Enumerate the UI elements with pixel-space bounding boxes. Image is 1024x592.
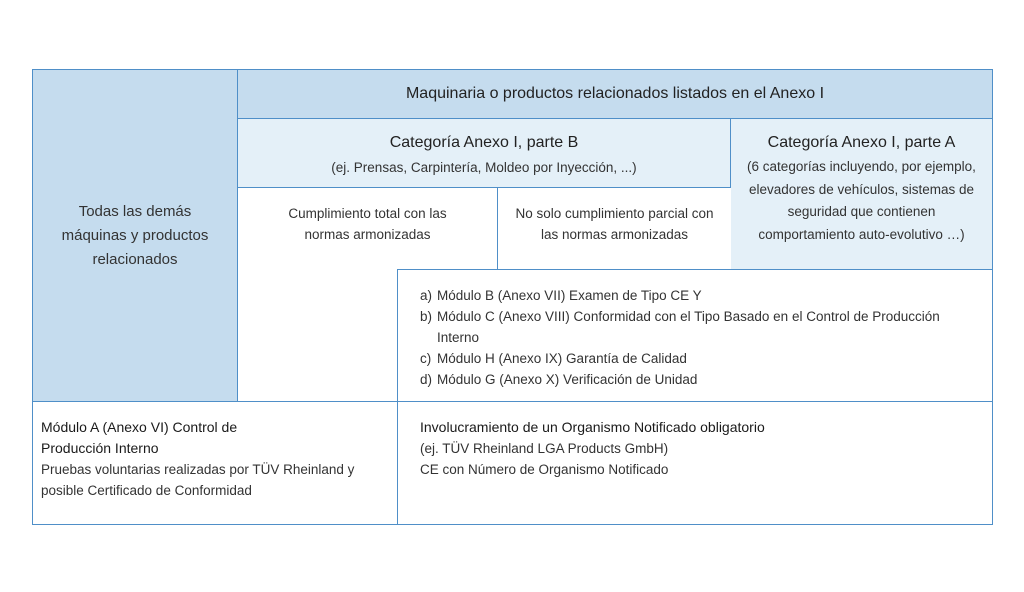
partial-compliance-cell [497, 188, 731, 270]
list-item [420, 285, 992, 306]
module-a-cell [41, 417, 393, 501]
list-item-text: Módulo H (Anexo IX) Garantía de Calidad [437, 351, 687, 366]
notified-body-cell [420, 417, 980, 480]
list-item-text: Módulo G (Anexo X) Verificación de Unidad [437, 372, 698, 387]
module-a-title: Módulo A (Anexo VI) Control de Producción Interno [41, 419, 238, 456]
notified-body-line1: (ej. TÜV Rheinland LGA Products GmbH) [420, 441, 669, 456]
category-b-title: Categoría Anexo I, parte B [389, 134, 579, 151]
full-compliance-text: Cumplimiento total con las normas armonizadas [288, 206, 447, 242]
list-item [420, 306, 992, 348]
category-b-subtitle: (ej. Prensas, Carpintería, Moldeo por Inyección, ...) [331, 160, 637, 175]
list-item-letter: a) [420, 288, 433, 303]
other-machines-text: Todas las demás máquinas y productos relacionados [61, 203, 209, 268]
list-item-letter: c) [420, 351, 432, 366]
category-a-title: Categoría Anexo I, parte A [767, 134, 956, 151]
list-item-letter: b) [420, 309, 433, 324]
category-b-cell [238, 119, 731, 188]
other-machines-cell [33, 70, 238, 402]
list-item-letter: d) [420, 372, 433, 387]
list-item [420, 369, 992, 390]
category-a-subtitle: (6 categorías incluyendo, por ejemplo, elevadores de vehículos, sistemas de seguridad que contienen comportamiento auto-evolutivo …) [747, 159, 976, 242]
divider [397, 402, 398, 524]
list-item-text: Módulo C (Anexo VIII) Conformidad con el Tipo Basado en el Control de Producción Interno [437, 309, 940, 345]
notified-body-title: Involucramiento de un Organismo Notificado obligatorio [420, 419, 765, 435]
partial-compliance-text: No solo cumplimiento parcial con las normas armonizadas [515, 206, 714, 242]
divider [33, 401, 992, 402]
notified-body-line2: CE con Número de Organismo Notificado [420, 462, 669, 477]
list-item-text: Módulo B (Anexo VII) Examen de Tipo CE Y [437, 288, 702, 303]
annex-i-header [238, 70, 992, 119]
full-compliance-cell [238, 188, 497, 270]
category-a-cell [731, 119, 992, 270]
conformity-modules-cell [397, 269, 992, 402]
annex-i-title: Maquinaria o productos relacionados listados en el Anexo I [405, 85, 825, 102]
module-a-text: Pruebas voluntarias realizadas por TÜV Rheinland y posible Certificado de Conformidad [41, 462, 355, 498]
list-item [420, 348, 992, 369]
